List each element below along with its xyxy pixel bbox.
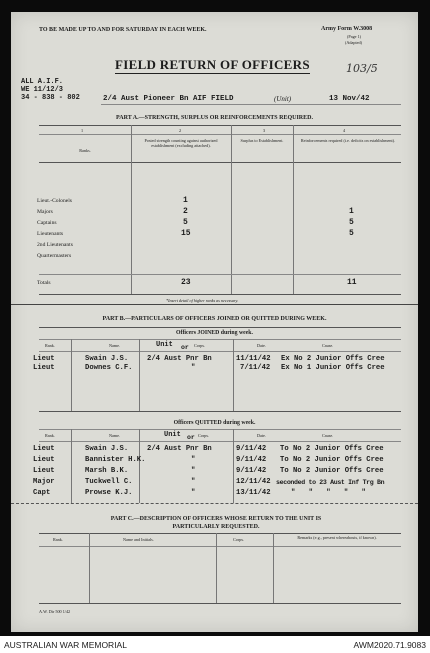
joined-row xyxy=(33,355,413,364)
form-adapted: (Adapted) xyxy=(345,40,362,45)
officer-cause: To No 2 Junior Offs Cree xyxy=(280,445,384,453)
col-or: or xyxy=(181,344,189,351)
officer-name: Swain J.S. xyxy=(85,445,129,453)
quitted-row xyxy=(33,489,418,500)
return-date: 13 Nov/42 xyxy=(329,95,370,103)
col-rank: Rank. xyxy=(45,433,55,438)
reinforcement-value: 1 xyxy=(349,207,354,216)
officer-unit: 2/4 Aust Pnr Bn xyxy=(147,355,212,363)
officer-date: 9/11/42 xyxy=(236,467,267,475)
col-unit: Unit xyxy=(156,341,173,349)
col-number: 2 xyxy=(179,128,182,133)
col-head-posted: Posted strength counting against authorized establishment (excluding attached). xyxy=(144,138,218,148)
col-unit: Unit xyxy=(164,431,181,439)
part-c-title: PART C.—DESCRIPTION OF OFFICERS WHOSE RETURN TO THE UNIT IS PARTICULARLY REQUESTED. xyxy=(110,516,322,530)
officer-unit: " xyxy=(191,467,196,475)
totals-label: Totals xyxy=(37,280,51,286)
posted-value: 2 xyxy=(183,207,188,216)
rank-label: Quartermasters xyxy=(37,253,72,259)
officer-cause: " " " " " xyxy=(291,489,366,497)
col-name-initials: Name and Initials. xyxy=(123,537,154,542)
archive-name: AUSTRALIAN WAR MEMORIAL xyxy=(4,640,127,650)
col-rank: Rank. xyxy=(45,343,55,348)
officer-date: 9/11/42 xyxy=(236,456,267,464)
quitted-table xyxy=(33,445,418,500)
officer-rank: Lieut xyxy=(33,456,55,464)
col-remarks: Remarks (e.g., present whereabouts, if known). xyxy=(297,535,377,540)
form-sheet xyxy=(11,12,418,632)
footnote: *Insert detail of higher ranks as necessary. xyxy=(166,298,239,303)
col-head-reinforcements: Reinforcements required (i.e. deficits on establishment). xyxy=(300,138,396,143)
officer-cause: seconded to 23 Aust Inf Trg Bn xyxy=(276,479,385,486)
officer-rank: Lieut xyxy=(33,467,55,475)
officer-cause: To No 2 Junior Offs Cree xyxy=(280,456,384,464)
col-corps: Corps. xyxy=(233,537,245,542)
total-posted: 23 xyxy=(181,278,191,287)
officer-name: Prowse K.J. xyxy=(85,489,133,497)
col-or: or xyxy=(187,434,195,441)
form-title: FIELD RETURN OF OFFICERS xyxy=(115,57,310,72)
quitted-row xyxy=(33,467,418,478)
reference-block xyxy=(21,78,80,102)
strength-row xyxy=(37,218,407,229)
posted-value: 15 xyxy=(181,229,191,238)
posted-value: 1 xyxy=(183,196,188,205)
rank-label: Captains xyxy=(37,220,57,226)
instruction-line: TO BE MADE UP TO AND FOR SATURDAY IN EACH WEEK. xyxy=(39,27,207,33)
strength-row xyxy=(37,207,407,218)
col-corps: Corps. xyxy=(198,433,210,438)
rank-label: Lieut.-Colonels xyxy=(37,198,72,204)
joined-title: Officers JOINED during week. xyxy=(176,330,253,336)
col-date: Date. xyxy=(257,343,266,348)
officer-unit: " xyxy=(191,456,196,464)
officer-cause: Ex No 2 Junior Offs Cree xyxy=(281,355,385,363)
quitted-title: Officers QUITTED during week. xyxy=(173,420,256,426)
handwritten-reference: 103/5 xyxy=(346,62,378,75)
officer-unit: " xyxy=(191,478,196,486)
officer-unit: 2/4 Aust Pnr Bn xyxy=(147,445,212,453)
archive-footer xyxy=(0,636,430,653)
officer-unit: " xyxy=(191,489,196,497)
form-number: Army Form W.3008 xyxy=(321,26,373,32)
ref-line: WE 11/12/3 xyxy=(21,86,64,94)
col-corps: Corps. xyxy=(194,343,206,348)
strength-row xyxy=(37,240,407,251)
officer-date: 12/11/42 xyxy=(236,478,271,486)
form-page: (Page 1) xyxy=(347,34,362,39)
officer-unit: " xyxy=(191,364,196,372)
part-b-title: PART B.—PARTICULARS OF OFFICERS JOINED OR QUITTED DURING WEEK. xyxy=(102,316,327,322)
strength-row xyxy=(37,229,407,240)
rank-label: 2nd Lieutenants xyxy=(37,242,73,248)
archive-accession: AWM2020.71.9083 xyxy=(353,640,426,650)
rank-label: Lieutenants xyxy=(37,231,64,237)
col-cause: Cause. xyxy=(322,433,334,438)
officer-name: Bannister H.K. xyxy=(85,456,146,464)
ref-line: ALL A.I.F. xyxy=(21,78,64,86)
col-number: 1 xyxy=(81,128,84,133)
officer-date: 9/11/42 xyxy=(236,445,267,453)
quitted-row xyxy=(33,445,418,456)
officer-rank: Lieut xyxy=(33,364,55,372)
printer-mark: A.W. Dir 500 1/42 xyxy=(39,609,71,614)
officer-date: 11/11/42 xyxy=(236,355,271,363)
col-name: Name. xyxy=(109,343,121,348)
col-date: Date. xyxy=(257,433,266,438)
posted-value: 5 xyxy=(183,218,188,227)
officer-cause: To No 2 Junior Offs Cree xyxy=(280,467,384,475)
total-reinforcements: 11 xyxy=(347,278,357,287)
reinforcement-value: 5 xyxy=(349,229,354,238)
officer-name: Tuckwell C. xyxy=(85,478,133,486)
col-rank: Rank. xyxy=(53,537,63,542)
quitted-row xyxy=(33,456,418,467)
strength-row xyxy=(37,196,407,207)
officer-date: 13/11/42 xyxy=(236,489,271,497)
strength-table xyxy=(37,196,407,262)
reinforcement-value: 5 xyxy=(349,218,354,227)
officer-rank: Lieut xyxy=(33,445,55,453)
unit-label: (Unit) xyxy=(274,95,292,103)
officer-rank: Major xyxy=(33,478,55,486)
ref-line: 34 - 838 - 802 xyxy=(21,94,80,102)
officer-rank: Lieut xyxy=(33,355,55,363)
officer-name: Swain J.S. xyxy=(85,355,129,363)
officer-date: 7/11/42 xyxy=(240,364,271,372)
officer-name: Downes C.F. xyxy=(85,364,133,372)
col-cause: Cause. xyxy=(322,343,334,348)
col-head-surplus: Surplus to Establishment. xyxy=(240,138,284,143)
col-number: 3 xyxy=(263,128,266,133)
col-head-ranks: Ranks. xyxy=(79,148,91,153)
officer-name: Marsh B.K. xyxy=(85,467,129,475)
officer-rank: Capt xyxy=(33,489,51,497)
quitted-row xyxy=(33,478,418,489)
joined-table xyxy=(33,355,413,373)
part-a-title: PART A.—STRENGTH, SURPLUS OR REINFORCEMENTS REQUIRED. xyxy=(116,115,313,121)
joined-row xyxy=(33,364,413,373)
col-number: 4 xyxy=(343,128,346,133)
officer-cause: Ex No 1 Junior Offs Cree xyxy=(281,364,385,372)
rank-label: Majors xyxy=(37,209,53,215)
col-name: Name. xyxy=(109,433,121,438)
unit-name: 2/4 Aust Pioneer Bn AIF FIELD xyxy=(103,95,234,103)
strength-row xyxy=(37,251,407,262)
